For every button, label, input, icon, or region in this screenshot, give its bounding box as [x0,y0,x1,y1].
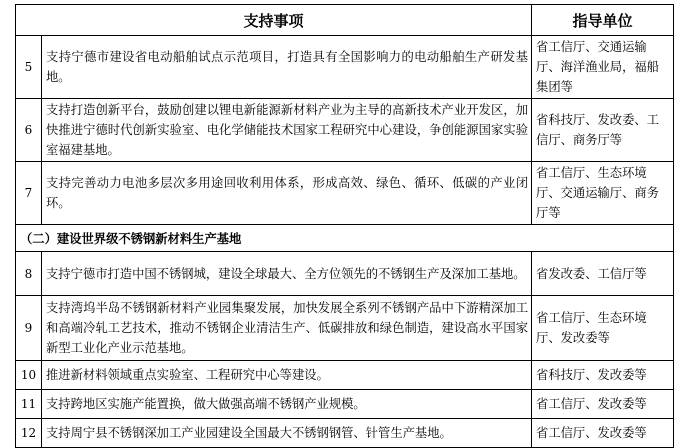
row-number: 10 [16,361,42,390]
row-number: 6 [16,99,42,162]
row-unit: 省工信厅、生态环境厅、交通运输厅、商务厅等 [532,162,674,225]
row-matter: 支持湾坞半岛不锈钢新材料产业园集聚发展，加快发展全系列不锈钢产品中下游精深加工和高端冷轧工艺技术，推动不锈钢企业清洁生产、低碳排放和绿色制造，建设高水平国家新型工业化产业示范基地。 [42,296,532,361]
row-unit: 省发改委、工信厅等 [532,252,674,296]
row-matter: 支持宁德市打造中国不锈钢城，建设全球最大、全方位领先的不锈钢生产及深加工基地。 [42,252,532,296]
row-matter: 推进新材料领域重点实验室、工程研究中心等建设。 [42,361,532,390]
row-matter: 支持周宁县不锈钢深加工产业园建设全国最大不锈钢钢管、针管生产基地。 [42,419,532,448]
row-number: 9 [16,296,42,361]
support-matters-table [15,4,674,448]
row-matter: 支持完善动力电池多层次多用途回收利用体系，形成高效、绿色、循环、低碳的产业闭环。 [42,162,532,225]
row-unit: 省科技厅、发改委等 [532,361,674,390]
table-row [16,296,674,361]
table-row [16,361,674,390]
header-guiding-unit: 指导单位 [532,5,674,36]
row-unit: 省工信厅、交通运输厅、海洋渔业局，福船集团等 [532,36,674,99]
table-header-row [16,5,674,36]
row-number: 5 [16,36,42,99]
table-row [16,390,674,419]
row-number: 11 [16,390,42,419]
row-matter: 支持打造创新平台，鼓励创建以锂电新能源新材料产业为主导的高新技术产业开发区，加快推进宁德时代创新实验室、电化学储能技术国家工程研究中心建设，争创能源国家实验室福建基地。 [42,99,532,162]
table-row [16,162,674,225]
section-row [16,225,674,252]
row-number: 8 [16,252,42,296]
table-row [16,99,674,162]
section-heading: （二）建设世界级不锈钢新材料生产基地 [16,225,674,252]
row-matter: 支持宁德市建设省电动船舶试点示范项目，打造具有全国影响力的电动船舶生产研发基地。 [42,36,532,99]
row-matter: 支持跨地区实施产能置换，做大做强高端不锈钢产业规模。 [42,390,532,419]
row-number: 7 [16,162,42,225]
table-row [16,252,674,296]
row-unit: 省工信厅、发改委等 [532,419,674,448]
row-unit: 省工信厅、发改委等 [532,390,674,419]
header-support-matters: 支持事项 [16,5,532,36]
row-number: 12 [16,419,42,448]
row-unit: 省工信厅、生态环境厅、发改委等 [532,296,674,361]
table-row [16,36,674,99]
row-unit: 省科技厅、发改委、工信厅、商务厅等 [532,99,674,162]
